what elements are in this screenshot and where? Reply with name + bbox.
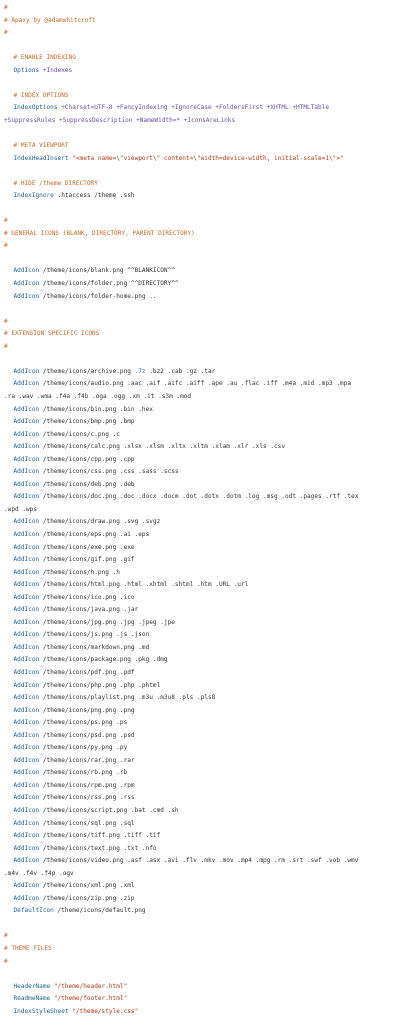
directive-token: AddIcon	[13, 267, 43, 275]
value-token: .ra .wav .wma .f4a .f4b .oga .ogg .xm .it .s3m .mod	[4, 392, 192, 400]
value-token: /theme/icons/blank.png ^^BLANKICON^^	[42, 267, 175, 275]
directive-token: AddIcon	[13, 493, 43, 501]
code-line	[4, 554, 417, 567]
code-line	[4, 1006, 417, 1019]
code-line	[4, 479, 417, 492]
comment-token: #	[4, 4, 8, 11]
code-line	[4, 629, 417, 642]
code-line	[4, 730, 417, 743]
comment-token: # INDEX OPTIONS	[13, 91, 69, 99]
code-line	[4, 341, 417, 354]
code-line	[4, 755, 417, 768]
value-token: .htaccess /theme .ssh	[57, 192, 135, 200]
code-line	[4, 65, 417, 78]
value-token: /theme/icons/doc.png .doc .docx .docm .dot .dotx .dotm .log .msg .odt .pages .rtf .tex	[42, 493, 359, 501]
directive-token: AddIcon	[13, 794, 43, 802]
directive-token: AddIcon	[13, 443, 43, 451]
value-token: /theme/icons/png.png .png	[42, 706, 135, 714]
code-line	[4, 366, 417, 379]
directive-token: AddIcon	[13, 882, 43, 890]
code-line	[4, 717, 417, 730]
value-token: /theme/icons/deb.png .deb	[42, 480, 135, 488]
code-line	[4, 190, 417, 203]
comment-token: #	[4, 217, 8, 225]
code-line	[4, 228, 417, 241]
code-line	[4, 529, 417, 542]
value-token: /theme/icons/rar.png .rar	[42, 756, 135, 764]
code-line	[4, 2, 417, 15]
code-line	[4, 617, 417, 630]
directive-token: IndexOptions	[13, 104, 62, 112]
code-line	[4, 466, 417, 479]
code-line	[4, 843, 417, 856]
code-line	[4, 291, 417, 304]
code-line	[4, 705, 417, 718]
option-token: +Indexes	[42, 66, 73, 74]
comment-token: # META VIEWPORT	[13, 142, 69, 150]
code-line	[4, 516, 417, 529]
code-line	[4, 905, 417, 918]
code-line	[4, 140, 417, 153]
code-line	[4, 203, 417, 216]
directive-token: AddIcon	[13, 744, 43, 752]
code-line	[4, 491, 417, 504]
code-line	[4, 303, 417, 316]
directive-token: HeaderName	[13, 982, 54, 990]
code-line	[4, 253, 417, 266]
code-line	[4, 316, 417, 329]
directive-token: AddIcon	[13, 631, 43, 639]
code-line	[4, 567, 417, 580]
code-line	[4, 667, 417, 680]
value-token: /theme/icons/bin.png .bin .hex	[42, 405, 153, 413]
code-line	[4, 880, 417, 893]
string-token: "/theme/style.css"	[72, 1007, 139, 1015]
code-line	[4, 642, 417, 655]
directive-token: AddIcon	[13, 769, 43, 777]
directive-token: ReadmeName	[13, 995, 54, 1003]
directive-token: AddIcon	[13, 593, 43, 601]
value-token: /theme/icons/gif.png .gif	[42, 556, 135, 564]
code-line	[4, 391, 417, 404]
directive-token: IndexHeadInsert	[13, 154, 73, 162]
directive-token: AddIcon	[13, 468, 43, 476]
value-token: /theme/icons/html.png .html .xhtml .shtml .htm .URL .url	[42, 581, 249, 589]
value-token: /theme/icons/script.png .bat .cmd .sh	[42, 807, 179, 814]
code-line	[4, 956, 417, 969]
code-line	[4, 404, 417, 417]
value-token: /theme/icons/jpg.png .jpg .jpeg .jpe	[42, 618, 175, 626]
directive-token: AddIcon	[13, 694, 43, 702]
code-line	[4, 378, 417, 391]
code-line	[4, 742, 417, 755]
option-token: +Charset=UTF-8 +FancyIndexing +IgnoreCase +FoldersFirst +XHTML +HTMLTable	[61, 104, 330, 112]
directive-token: AddIcon	[13, 455, 43, 463]
code-line	[4, 504, 417, 517]
code-line	[4, 592, 417, 605]
value-token: /theme/icons/xml.png .xml	[42, 882, 135, 890]
comment-token: #	[4, 29, 8, 37]
code-line	[4, 115, 417, 128]
code-line	[4, 215, 417, 228]
code-line	[4, 830, 417, 843]
comment-token: # Apaxy by @adamwhitcroft	[4, 16, 96, 24]
value-token: /theme/icons/eps.png .ai .eps	[42, 530, 150, 538]
code-line	[4, 165, 417, 178]
code-line	[4, 153, 417, 166]
comment-token: # ENABLE INDEXING	[13, 54, 76, 62]
directive-token: AddIcon	[13, 681, 43, 689]
code-line	[4, 868, 417, 881]
directive-token: AddIcon	[13, 719, 43, 727]
code-line	[4, 767, 417, 780]
code-line	[4, 27, 417, 40]
code-line	[4, 780, 417, 793]
value-token: /theme/icons/rb.png .rb	[42, 769, 128, 777]
directive-token: AddIcon	[13, 568, 43, 576]
value-token: /theme/icons/text.png .txt .nfo	[42, 844, 157, 852]
directive-token: AddIcon	[13, 556, 43, 564]
comment-token: #	[4, 957, 8, 965]
code-line	[4, 968, 417, 981]
directive-token: AddIcon	[13, 480, 43, 488]
directive-token: AddIcon	[13, 857, 43, 865]
directive-token: AddIcon	[13, 807, 43, 814]
directive-token: AddIcon	[13, 581, 43, 589]
directive-token: AddIcon	[13, 543, 43, 551]
directive-token: AddIcon	[13, 832, 43, 840]
code-line	[4, 993, 417, 1006]
directive-token: AddIcon	[13, 380, 43, 388]
directive-token: AddIcon	[13, 280, 43, 288]
directive-token: DefaultIcon	[13, 907, 58, 915]
code-line	[4, 429, 417, 442]
code-line	[4, 127, 417, 140]
comment-token: # EXTENSION SPECIFIC ICONS	[4, 330, 100, 338]
directive-token: AddIcon	[13, 530, 43, 538]
code-line	[4, 805, 417, 818]
code-line	[4, 943, 417, 956]
comment-token: # HIDE /theme DIRECTORY	[13, 179, 98, 187]
value-token: /theme/icons/playlist.png .m3u .m3u8 .pls .pls8	[42, 694, 216, 702]
value-token: /theme/icons/java.png .jar	[42, 606, 139, 614]
value-token: /theme/icons/package.png .pkg .dmg	[42, 656, 168, 664]
value-token: /theme/icons/bmp.png .bmp	[42, 418, 135, 426]
directive-token: AddIcon	[13, 668, 43, 676]
value-token: /theme/icons/rpm.png .rpm	[42, 781, 135, 789]
code-line	[4, 818, 417, 831]
value-token: /theme/icons/ps.png .ps	[42, 719, 128, 727]
directive-token: IndexStyleSheet	[13, 1007, 73, 1015]
code-line	[4, 918, 417, 931]
code-line	[4, 981, 417, 994]
comment-token: #	[4, 342, 8, 350]
value-token: .m4v .f4v .f4p .ogv	[4, 869, 74, 877]
code-line	[4, 454, 417, 467]
value-token: /theme/icons/c.png .c	[42, 430, 120, 438]
directive-token: AddIcon	[13, 618, 43, 626]
value-token: /theme/icons/ico.png .ico	[42, 593, 135, 601]
value-token: /theme/icons/markdown.png .md	[42, 643, 150, 651]
value-token: /theme/icons/cpp.png .cpp	[42, 455, 135, 463]
code-line	[4, 855, 417, 868]
value-token: /theme/icons/js.png .js .json	[42, 631, 150, 639]
directive-token: AddIcon	[13, 643, 43, 651]
directive-token: AddIcon	[13, 430, 43, 438]
string-token: "/theme/footer.html"	[53, 995, 128, 1003]
code-line	[4, 692, 417, 705]
code-line	[4, 792, 417, 805]
extension-token: .7z	[134, 367, 146, 375]
directive-token: AddIcon	[13, 819, 43, 827]
directive-token: AddIcon	[13, 656, 43, 664]
comment-token: # THEME FILES	[4, 945, 52, 953]
code-line	[4, 77, 417, 90]
code-line	[4, 178, 417, 191]
code-line	[4, 441, 417, 454]
code-line	[4, 353, 417, 366]
comment-token: # GENERAL ICONS (BLANK, DIRECTORY, PARENT DIRECTORY)	[4, 229, 195, 237]
code-line	[4, 930, 417, 943]
code-line	[4, 416, 417, 429]
code-line	[4, 654, 417, 667]
directive-token: AddIcon	[13, 781, 43, 789]
comment-token: #	[4, 932, 8, 940]
code-line	[4, 90, 417, 103]
value-token: /theme/icons/zip.png .zip	[42, 894, 135, 902]
code-line	[4, 893, 417, 906]
code-line	[4, 102, 417, 115]
directive-token: AddIcon	[13, 418, 43, 426]
value-token: /theme/icons/calc.png .xlsx .xlsm .xltx .xltm .xlam .xlr .xls .csv	[42, 443, 285, 451]
directive-token: AddIcon	[13, 731, 43, 739]
value-token: /theme/icons/folder-home.png ..	[42, 292, 157, 300]
value-token: .wpd .wps	[4, 505, 38, 513]
value-token: /theme/icons/draw.png .svg .svgz	[42, 518, 161, 526]
value-token: /theme/icons/exe.png .exe	[42, 543, 135, 551]
value-token: /theme/icons/archive.png	[42, 367, 135, 375]
value-token: /theme/icons/audio.png .aac .aif .aifc .aiff .ape .au .flac .iff .m4a .mid .mp3 .mpa	[42, 380, 352, 388]
value-token: /theme/icons/py.png .py	[42, 744, 128, 752]
value-token: /theme/icons/sql.png .sql	[42, 819, 135, 827]
directive-token: IndexIgnore	[13, 192, 58, 200]
directive-token: Options	[13, 66, 43, 74]
code-line	[4, 328, 417, 341]
code-line	[4, 240, 417, 253]
code-line	[4, 680, 417, 693]
directive-token: AddIcon	[13, 292, 43, 300]
value-token: /theme/icons/psd.png .psd	[42, 731, 135, 739]
value-token: /theme/icons/folder.png ^^DIRECTORY^^	[42, 280, 179, 288]
string-token: "/theme/header.html"	[53, 982, 128, 990]
value-token: /theme/icons/php.png .php .phtml	[42, 681, 161, 689]
value-token: /theme/icons/pdf.png .pdf	[42, 668, 135, 676]
string-token: "<meta name=\"viewport\" content=\"width=device-width, initial-scale=1\">"	[72, 154, 344, 162]
value-token: /theme/icons/rss.png .rss	[42, 794, 135, 802]
code-line	[4, 542, 417, 555]
value-token: .bz2 .cab .gz .tar	[145, 367, 216, 375]
directive-token: AddIcon	[13, 606, 43, 614]
value-token: /theme/icons/css.png .css .sass .scss	[42, 468, 179, 476]
comment-token: #	[4, 242, 8, 250]
directive-token: AddIcon	[13, 706, 43, 714]
directive-token: AddIcon	[13, 844, 43, 852]
directive-token: AddIcon	[13, 894, 43, 902]
code-line	[4, 278, 417, 291]
comment-token: #	[4, 317, 8, 325]
directive-token: AddIcon	[13, 367, 43, 375]
code-line	[4, 15, 417, 28]
code-line	[4, 52, 417, 65]
option-token: +SuppressRules +SuppressDescription +NameWidth=* +IconsAreLinks	[4, 116, 236, 124]
value-token: /theme/icons/video.png .asf .asx .avi .flv .mkv .mov .mp4 .mpg .rm .srt .swf .vob .wmv	[42, 857, 359, 865]
directive-token: AddIcon	[13, 756, 43, 764]
code-line	[4, 579, 417, 592]
value-token: /theme/icons/h.png .h	[42, 568, 120, 576]
code-line	[4, 265, 417, 278]
directive-token: AddIcon	[13, 518, 43, 526]
code-line	[4, 40, 417, 53]
code-line	[4, 604, 417, 617]
value-token: /theme/icons/tiff.png .tiff .tif	[42, 832, 161, 840]
value-token: /theme/icons/default.png	[57, 907, 146, 915]
directive-token: AddIcon	[13, 405, 43, 413]
